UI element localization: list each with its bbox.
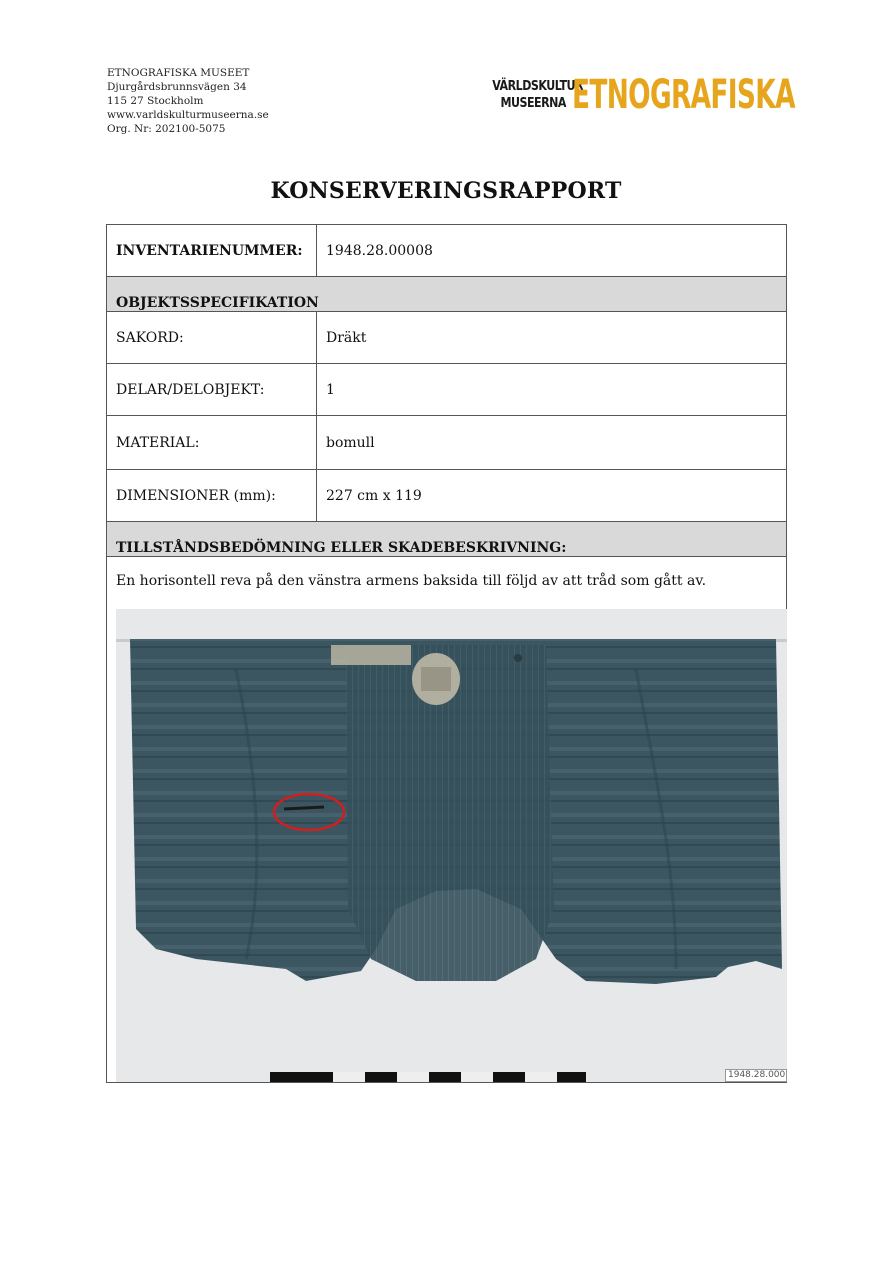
logo-line: VÄRLDSKULTUR bbox=[492, 78, 584, 94]
logo-varldskultur bbox=[492, 78, 584, 112]
spec-label: DIMENSIONER (mm): bbox=[107, 470, 317, 521]
spec-row-dimensioner bbox=[107, 470, 786, 522]
museum-address bbox=[107, 66, 269, 136]
report-table bbox=[106, 224, 787, 1083]
inventory-row bbox=[107, 225, 786, 277]
logo-line: MUSEERNA bbox=[500, 95, 566, 111]
page-title: KONSERVERINGSRAPPORT bbox=[270, 178, 622, 204]
address-line: ETNOGRAFISKA MUSEET bbox=[107, 67, 250, 79]
spec-row-material bbox=[107, 416, 786, 470]
photo-inventory-label: 1948.28.000 bbox=[725, 1069, 787, 1082]
condition-body bbox=[107, 557, 786, 1082]
spec-value: 227 cm x 119 bbox=[326, 487, 422, 504]
inventory-label: INVENTARIENUMMER: bbox=[107, 225, 317, 276]
spec-row-delar bbox=[107, 364, 786, 416]
condition-description: En horisontell reva på den vänstra armens baksida till följd av att tråd som gått av. bbox=[116, 573, 707, 589]
garment-photo-image bbox=[116, 609, 787, 1082]
inventory-value: 1948.28.00008 bbox=[326, 242, 433, 259]
garment-photo bbox=[116, 609, 787, 1082]
address-line: 115 27 Stockholm bbox=[107, 95, 204, 107]
spec-label: SAKORD: bbox=[107, 312, 317, 363]
address-line: Djurgårdsbrunnsvägen 34 bbox=[107, 81, 247, 93]
spec-row-sakord bbox=[107, 312, 786, 364]
spec-label: MATERIAL: bbox=[107, 416, 317, 469]
spec-value: 1 bbox=[326, 381, 335, 398]
address-line: Org. Nr: 202100-5075 bbox=[107, 123, 226, 135]
object-spec-heading: OBJEKTSSPECIFIKATION bbox=[107, 277, 786, 312]
logo-etnografiska: ETNOGRAFISKA bbox=[572, 72, 795, 118]
spec-value: bomull bbox=[326, 434, 375, 451]
address-line: www.varldskulturmuseerna.se bbox=[107, 109, 269, 121]
condition-heading: TILLSTÅNDSBEDÖMNING ELLER SKADEBESKRIVNING: bbox=[107, 522, 786, 557]
spec-label: DELAR/DELOBJEKT: bbox=[107, 364, 317, 415]
spec-value: Dräkt bbox=[326, 329, 367, 346]
